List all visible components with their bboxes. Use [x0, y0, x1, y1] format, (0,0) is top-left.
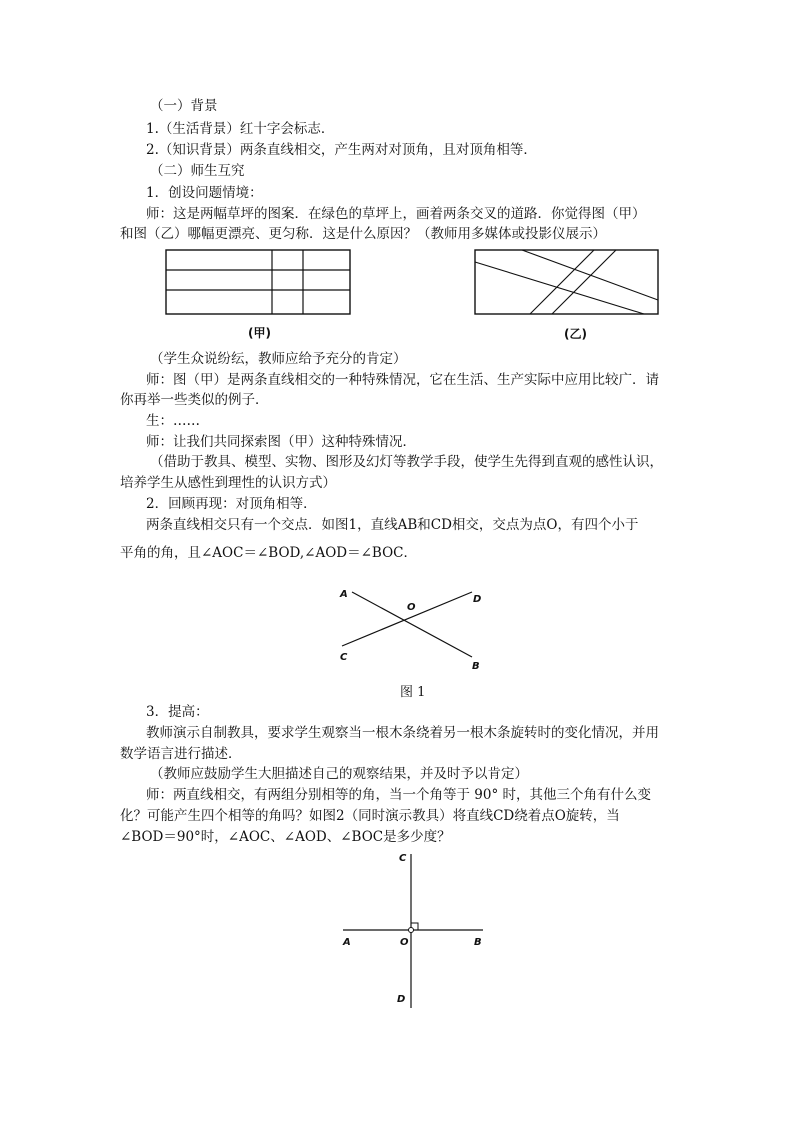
figure-yi-road-2 — [522, 250, 658, 300]
heading-background: （一）背景 — [150, 98, 218, 114]
text-step3-title: 3．提高： — [146, 704, 209, 720]
text-step2-b: 平角的角，且∠AOC＝∠BOD,∠AOD＝∠BOC． — [120, 545, 417, 561]
text-means-a: （借助于教具、模型、实物、图形及幻灯等教学手段，使学生先得到直观的感性认识， — [150, 454, 663, 470]
text-teacher-2b: 你再举一些类似的例子． — [120, 392, 269, 408]
text-life-background: 1.（生活背景）红十字会标志． — [146, 121, 335, 137]
figure-yi-border — [475, 250, 658, 314]
figure-2 — [335, 848, 495, 1008]
figure-2-label-o: O — [400, 937, 409, 948]
text-teacher-2a: 师：图（甲）是两条直线相交的一种特殊情况，它在生活、生产实际中应用比较广．请 — [146, 372, 659, 388]
figure-jia-border — [166, 250, 350, 314]
figure-yi — [472, 248, 662, 318]
figure-1-label-o: O — [407, 602, 416, 613]
text-teacher-1b: 和图（乙）哪幅更漂亮、更匀称．这是什么原因？（教师用多媒体或投影仪展示） — [120, 226, 606, 242]
figure-2-label-a: A — [343, 937, 351, 948]
figure-2-point-o — [409, 928, 414, 933]
figure-1-label-a: A — [340, 589, 348, 600]
figure-jia-caption: (甲) — [248, 326, 271, 340]
figure-yi-caption: (乙) — [564, 327, 587, 341]
text-student: 生：…… — [146, 413, 200, 429]
text-step1-title: 1．创设问题情境： — [146, 185, 263, 201]
figure-2-label-b: B — [474, 937, 482, 948]
figure-1-label-c: C — [340, 652, 348, 663]
figure-1-label-d: D — [473, 594, 482, 605]
text-step3-d: 师：两直线相交，有两组分别相等的角，当一个角等于 90° 时，其他三个角有什么变 — [146, 787, 652, 803]
text-knowledge-background: 2.（知识背景）两条直线相交，产生两对对顶角，且对顶角相等． — [146, 142, 537, 158]
figure-jia — [164, 248, 354, 318]
text-step2-a: 两条直线相交只有一个交点．如图1，直线AB和CD相交，交点为点O，有四个小于 — [146, 517, 639, 533]
figure-1 — [330, 580, 490, 675]
figure-2-label-c: C — [399, 853, 407, 864]
figure-2-label-d: D — [397, 994, 406, 1005]
figure-1-label-b: B — [472, 661, 480, 672]
text-students-respond: （学生众说纷纭，教师应给予充分的肯定） — [150, 351, 407, 367]
heading-interaction: （二）师生互究 — [150, 163, 245, 179]
text-teacher-1a: 师：这是两幅草坪的图案．在绿色的草坪上，画着两条交叉的道路．你觉得图（甲） — [146, 206, 646, 222]
figure-1-line-cd — [342, 592, 472, 646]
text-step3-a: 教师演示自制教具，要求学生观察当一根木条绕着另一根木条旋转时的变化情况，并用 — [146, 725, 659, 741]
text-step3-b: 数学语言进行描述． — [120, 746, 242, 762]
text-step3-c: （教师应鼓励学生大胆描述自己的观察结果，并及时予以肯定） — [150, 766, 528, 782]
text-step3-e: 化？可能产生四个相等的角吗？如图2（同时演示教具）将直线CD绕着点O旋转，当 — [120, 808, 620, 824]
text-means-b: 培养学生从感性到理性的认识方式） — [120, 475, 336, 491]
figure-1-caption: 图 1 — [400, 685, 426, 700]
text-teacher-3: 师：让我们共同探索图（甲）这种特殊情况． — [146, 434, 416, 450]
text-step2-title: 2．回顾再现：对顶角相等． — [146, 496, 317, 512]
text-step3-f: ∠BOD＝90°时，∠AOC、∠AOD、∠BOC是多少度？ — [120, 829, 451, 845]
